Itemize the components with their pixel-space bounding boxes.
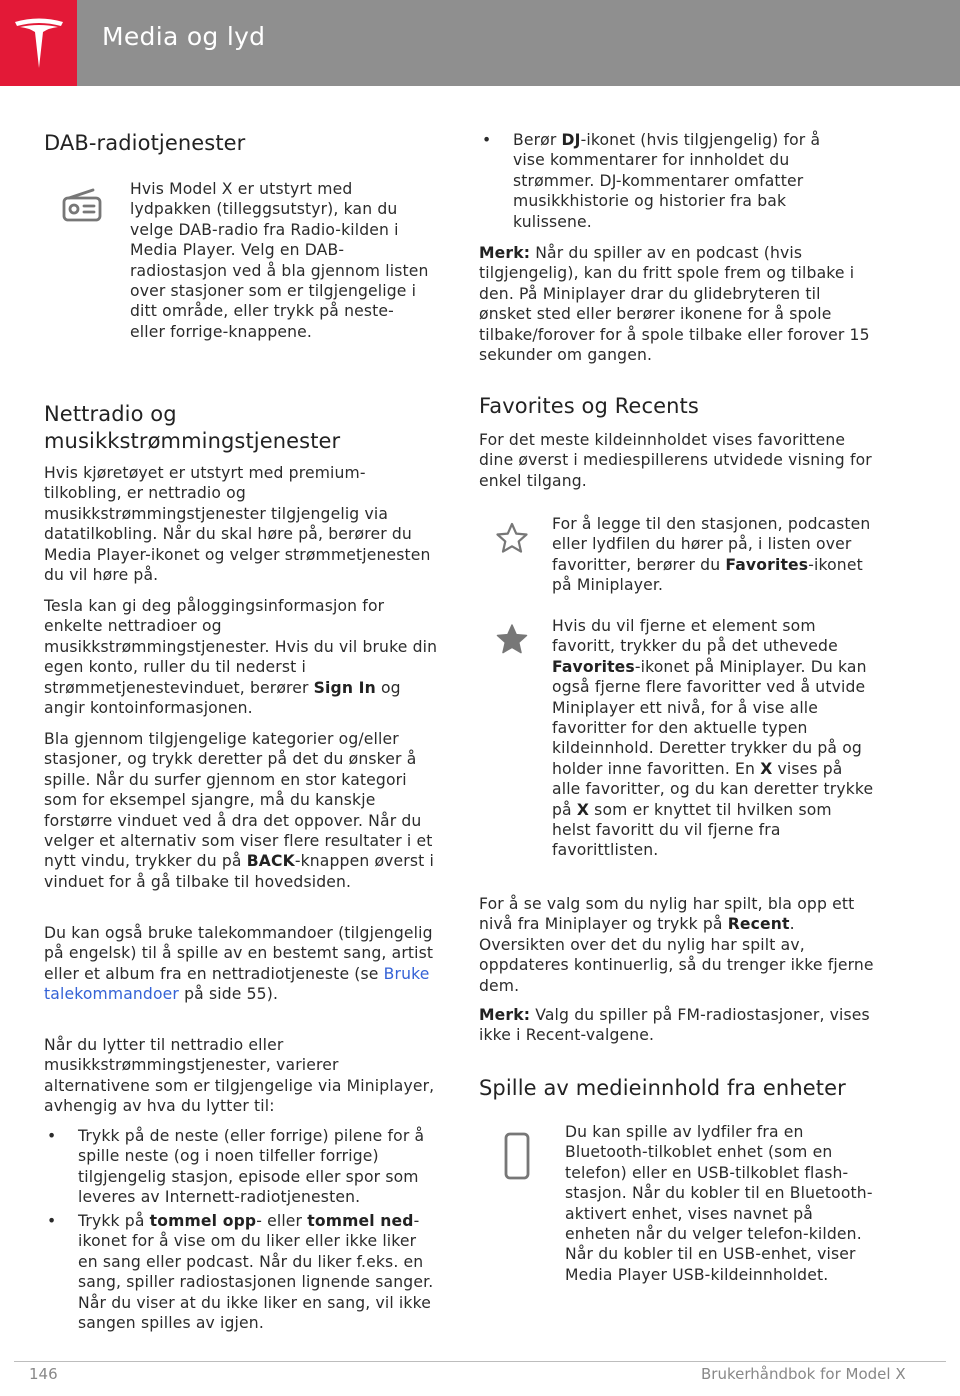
back-label: BACK xyxy=(246,852,295,871)
internet-radio-paragraph-5: Når du lytter til nettradio eller musikkstrømmingstjenester, varierer alternativene som er tilgjengelige via Miniplayer, avhengig av hva du lytter til: xyxy=(44,1036,435,1116)
section-title: Media og lyd xyxy=(102,22,266,51)
brand-logo xyxy=(0,0,77,86)
page-header xyxy=(0,0,960,86)
star-filled-icon xyxy=(496,623,528,655)
footer-divider xyxy=(14,1361,946,1362)
internet-radio-paragraph-2: Tesla kan gi deg påloggingsinformasjon for enkelte nettradioer og musikkstrømmingstjenester. Hvis du vil bruke din egen konto, ruller du til nederst i strømmetjenestevinduet, berører Sign In og angir kontoinformasjonen. xyxy=(44,597,438,718)
recents-paragraph: For å se valg som du nylig har spilt, bla opp ett nivå fra Miniplayer og trykk på Recent. Oversikten over det du nylig har spilt av, oppdateres kontinuerlig, så du trenger ikke fjerne dem. xyxy=(479,895,874,995)
note-podcast: Merk: Når du spiller av en podcast (hvis tilgjengelig), kan du fritt spole frem og tilbake i den. På Miniplayer drar du glidebryteren til ønsket sted eller berører ikonene for å spole tilbake/forover for å spole tilbake eller forover 15 sekunder om gangen. xyxy=(479,244,870,365)
bullet-marker: • xyxy=(482,131,492,149)
bullet-next-previous: Trykk på de neste (eller forrige) pilene for å spille neste (og i noen tilfeller forrige) tilgjengelig stasjon, episode eller spor som leveres av Internett-radiotjenesten. xyxy=(78,1127,425,1207)
favorites-intro: For det meste kildeinnholdet vises favorittene dine øverst i mediespillerens utvidede visning for enkel tilgang. xyxy=(479,431,872,490)
internet-radio-heading-line2: musikkstrømmingstjenester xyxy=(44,429,341,453)
internet-radio-paragraph-1: Hvis kjøretøyet er utstyrt med premium-tilkobling, er nettradio og musikkstrømmingstjenester tilgjengelig via datatilkobling. Når du skal høre på, berører du Media Player-ikonet og velger strømmetjenesten du vil høre på. xyxy=(44,464,431,585)
note-fm-recent: Merk: Valg du spiller på FM-radiostasjoner, vises ikke i Recent-valgene. xyxy=(479,1006,870,1045)
devices-heading: Spille av medieinnhold fra enheter xyxy=(479,1076,846,1100)
bullet-dj: Berør DJ-ikonet (hvis tilgjengelig) for å vise kommentarer for innholdet du strømmer. DJ-kommentarer omfatter musikkhistorie og historier fra bak kulissene. xyxy=(513,131,821,231)
radio-icon xyxy=(61,187,103,223)
bullet-thumbs: Trykk på tommel opp- eller tommel ned-ikonet for å vise om du liker eller ikke liker en sang eller podcast. Når du liker f.eks. en sang, spiller radiostasjonen lignende sanger. Når du viser at du ikke liker en sang, vil ikke sangen spilles av igjen. xyxy=(78,1212,434,1333)
bullet-marker: • xyxy=(47,1127,57,1145)
star-outline-icon xyxy=(496,522,528,554)
page-number: 146 xyxy=(29,1365,58,1383)
devices-description: Du kan spille av lydfiler fra en Bluetooth-tilkoblet enhet (som en telefon) eller en USB-tilkoblet flash-stasjon. Når du kobler til en Bluetooth-aktivert enhet, vises navnet på enheten når du velger telefon-kilden. Når du kobler til en USB-enhet, viser Media Player USB-kildeinnholdet. xyxy=(565,1123,873,1284)
dab-heading: DAB-radiotjenester xyxy=(44,131,246,155)
voice-commands-link[interactable]: Bruke talekommandoer xyxy=(44,964,430,1004)
favorites-remove-text: Hvis du vil fjerne et element som favoritt, trykker du på det uthevede Favorites-ikonet på Miniplayer. Du kan også fjerne flere favoritter ved å utvide Miniplayer ett nivå, for å vise alle favoritter for den aktuelle typen kildeinnhold. Deretter trykker du på og holder inne favoritten. En X vises på alle favoritter, og du kan deretter trykke på X som er knyttet til hvilken som helst favoritt du vil fjerne fra favorittlisten. xyxy=(552,617,874,860)
phone-icon xyxy=(503,1131,531,1181)
sign-in-label: Sign In xyxy=(313,678,376,697)
bullet-marker: • xyxy=(47,1212,57,1230)
favorites-add-text: For å legge til den stasjonen, podcasten eller lydfilen du hører på, i listen over favoritter, berører du Favorites-ikonet på Miniplayer. xyxy=(552,515,871,595)
internet-radio-heading-line1: Nettradio og xyxy=(44,402,177,426)
favorites-heading: Favorites og Recents xyxy=(479,394,699,418)
internet-radio-paragraph-3: Bla gjennom tilgjengelige kategorier og/eller stasjoner, og trykk deretter på det du ønsker å spille. Når du surfer gjennom en stor kategori som for eksempel sjangre, må du kanskje forstørre vinduet ved å dra det oppover. Når du velger et alternativ som viser flere resultater i et nytt vindu, trykker du på BACK-knappen øverst i vinduet for å gå tilbake til hovedsiden. xyxy=(44,730,434,891)
tesla-logo-icon xyxy=(13,16,65,70)
footer-manual-title: Brukerhåndbok for Model X xyxy=(701,1365,906,1383)
internet-radio-paragraph-4: Du kan også bruke talekommandoer (tilgjengelig på engelsk) til å spille av en bestemt sang, artist eller et album fra en nettradiotjeneste (se Bruke talekommandoer på side 55). xyxy=(44,924,434,1004)
dab-description: Hvis Model X er utstyrt med lydpakken (tilleggsutstyr), kan du velge DAB-radio fra Radio-kilden i Media Player. Velg en DAB-radiostasjon ved å bla gjennom listen over stasjoner som er tilgjengelige i ditt område, eller trykk på neste- eller forrige-knappene. xyxy=(130,180,429,341)
